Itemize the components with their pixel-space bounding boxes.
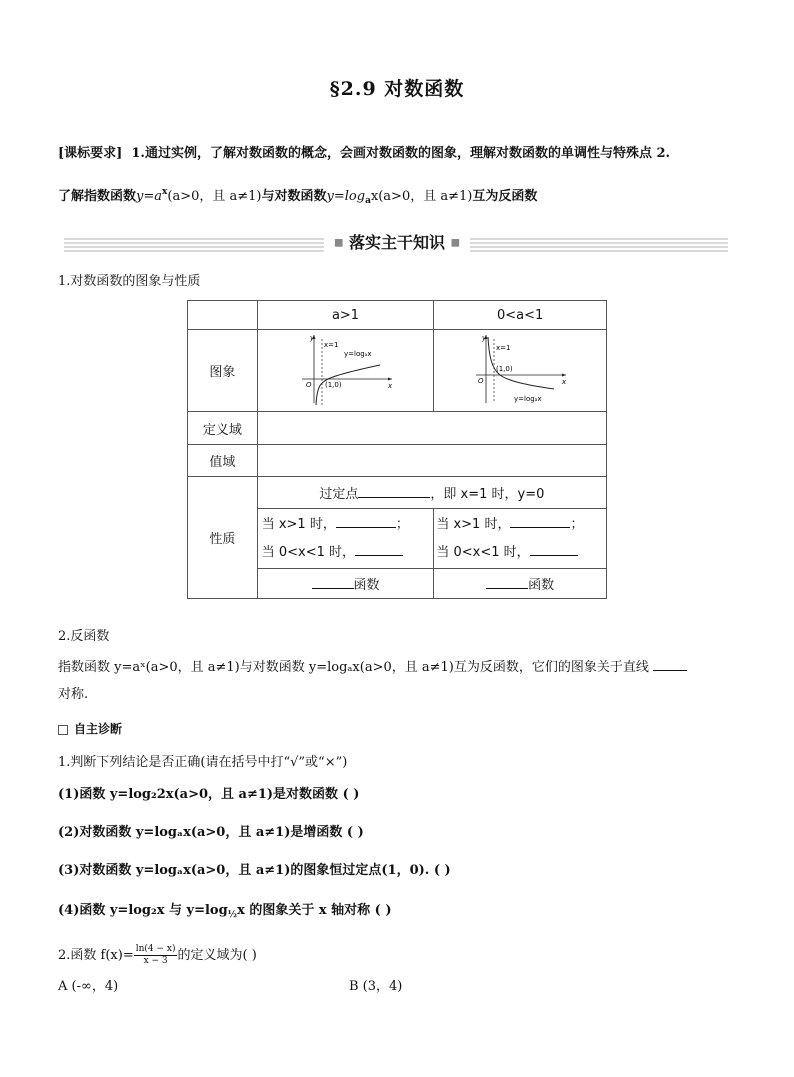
row-label-graph: 图象 xyxy=(188,330,258,412)
fraction-denominator: x − 3 xyxy=(143,956,168,966)
mono-right-text: 函数 xyxy=(528,578,555,593)
left-gt-blank[interactable] xyxy=(336,515,396,528)
question-2-text-a: 2.函数 f(x)= xyxy=(58,948,134,963)
right-lt-text: 当 0<x<1 时， xyxy=(436,544,530,560)
requirements-text-2c: 互为反函数 xyxy=(472,189,538,204)
log-graph-increasing xyxy=(296,331,396,407)
graph-cell-decreasing xyxy=(434,330,607,412)
y-label: y xyxy=(482,333,487,342)
banner-right-dot: ■ xyxy=(450,237,461,249)
vline-label: x=1 xyxy=(496,343,511,352)
question-1-3: (3)对数函数 y=logₐx(a>0，且 a≠1)的图象恒过定点(1，0). ( ) xyxy=(58,863,451,878)
mono-left-text: 函数 xyxy=(353,578,380,593)
question-1-4-sub: ½ xyxy=(227,910,238,920)
range-answer-cell xyxy=(257,445,606,477)
right-gt-text: 当 x>1 时， xyxy=(436,516,511,532)
expr-exp-cond: (a>0，且 a≠1) xyxy=(167,189,262,204)
section2-heading: 2.反函数 xyxy=(58,629,110,644)
log-graph-decreasing xyxy=(470,331,570,407)
graph-cell-increasing xyxy=(257,330,434,412)
expr-exp: y=a xyxy=(136,189,163,204)
question-1-1: (1)函数 y=log₂2x(a>0，且 a≠1)是对数函数 ( ) xyxy=(58,787,360,802)
col-header-a-gt-1: a>1 xyxy=(257,301,434,330)
sign-cell-decreasing xyxy=(434,509,607,569)
x-axis-arrow xyxy=(388,377,392,380)
question-1-4-text-a: (4)函数 y=log₂x 与 y=log xyxy=(58,903,228,918)
page-title: §2.9 对数函数 xyxy=(329,78,465,100)
vline-label: x=1 xyxy=(323,340,338,349)
left-gt-end: ； xyxy=(395,516,409,532)
expr-log-cond: x(a>0，且 a≠1) xyxy=(370,189,473,204)
domain-answer-cell xyxy=(257,412,606,445)
option-b[interactable]: B (3，4) xyxy=(349,979,403,994)
requirements-text-1: 1.通过实例，了解对数函数的概念，会画对数函数的图象，理解对数函数的单调性与特殊点 2. xyxy=(131,146,671,161)
section2-line-1 xyxy=(58,658,687,677)
table-corner xyxy=(188,301,258,330)
row-label-range: 值域 xyxy=(188,445,258,477)
row-label-domain: 定义域 xyxy=(188,412,258,445)
symmetry-line-blank[interactable] xyxy=(653,658,687,671)
question-1-4-text-b: x 的图象关于 x 轴对称 ( ) xyxy=(237,903,392,918)
expr-log-sub: a xyxy=(365,196,371,206)
point-label: (1,0) xyxy=(324,380,342,389)
section1-heading: 1.对数函数的图象与性质 xyxy=(58,274,201,289)
banner-left-dot: ■ xyxy=(333,237,344,249)
question-2-fraction xyxy=(134,944,178,967)
self-check-title: 自主诊断 xyxy=(74,722,123,736)
sign-cell-increasing xyxy=(257,509,434,569)
right-gt-end: ； xyxy=(570,516,584,532)
right-lt-blank[interactable] xyxy=(530,543,578,556)
question-1: 1.判断下列结论是否正确(请在括号中打“√”或“×”) xyxy=(58,755,348,770)
section2-text-1: 指数函数 y=aˣ(a>0，且 a≠1)与对数函数 y=logₐx(a>0，且 a≠1)互为反函数，它们的图象关于直线 xyxy=(58,660,649,675)
right-gt-blank[interactable] xyxy=(510,515,570,528)
monotonic-cell-decreasing xyxy=(434,569,607,599)
requirements-tag: [课标要求] xyxy=(58,146,123,161)
fixed-point-blank[interactable] xyxy=(358,485,430,498)
requirements-text-2a: 了解指数函数 xyxy=(58,189,137,204)
monotonic-cell-increasing xyxy=(257,569,434,599)
curve-label: y=logₐx xyxy=(514,394,542,403)
point-label: (1,0) xyxy=(496,364,513,373)
section-square-icon xyxy=(58,725,68,735)
col-header-a-lt-1: 0<a<1 xyxy=(434,301,607,330)
requirements-line-2 xyxy=(58,182,738,211)
curve-label: y=logₐx xyxy=(343,349,372,358)
x-axis-arrow xyxy=(562,373,566,376)
origin-label: O xyxy=(305,380,312,389)
row-label-properties: 性质 xyxy=(188,477,258,599)
properties-table xyxy=(187,300,607,599)
x-label: x xyxy=(387,381,392,390)
origin-label: O xyxy=(478,376,484,385)
option-a[interactable]: A (-∞，4) xyxy=(58,979,119,994)
mono-left-blank[interactable] xyxy=(312,576,354,589)
requirements-line-1 xyxy=(58,144,738,164)
banner-title: 落实主干知识 xyxy=(348,233,445,252)
y-label: y xyxy=(309,333,314,342)
fixed-point-cell xyxy=(257,477,606,509)
x-label: x xyxy=(562,377,567,386)
fixed-point-text-b: ，即 x=1 时，y=0 xyxy=(430,487,545,502)
section2-line-2: 对称. xyxy=(58,687,89,702)
self-check-heading xyxy=(58,720,122,738)
fixed-point-text-a: 过定点 xyxy=(319,487,359,502)
left-lt-blank[interactable] xyxy=(355,543,403,556)
fraction-numerator: ln(4 − x) xyxy=(135,944,176,954)
question-2 xyxy=(58,944,257,967)
expr-log: y=log xyxy=(326,189,366,204)
left-gt-text: 当 x>1 时， xyxy=(261,516,336,532)
mono-right-blank[interactable] xyxy=(486,576,528,589)
requirements-text-2b: 与对数函数 xyxy=(261,189,327,204)
question-1-4 xyxy=(58,902,392,924)
question-2-text-b: 的定义域为( ) xyxy=(177,948,257,963)
expr-exp-sup: x xyxy=(162,187,168,197)
section-banner xyxy=(324,230,470,256)
left-lt-text: 当 0<x<1 时， xyxy=(261,544,356,560)
question-1-2: (2)对数函数 y=logₐx(a>0，且 a≠1)是增函数 ( ) xyxy=(58,825,364,840)
